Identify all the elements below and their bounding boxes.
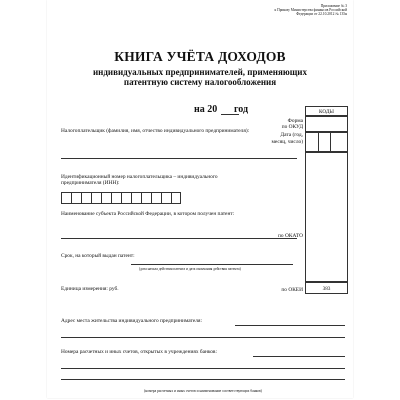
region-label: Наименование субъекта Российской Федерации, в котором получен патент: <box>61 211 235 217</box>
address-label: Адрес места жительства индивидуального предпринимателя: <box>61 318 202 324</box>
inn-cell <box>112 193 122 203</box>
inn-cell <box>152 193 162 203</box>
inn-cell <box>132 193 142 203</box>
inn-cell <box>122 193 132 203</box>
accounts-label: Номера расчетных и иных счетов, открытых в учреждениях банков: <box>61 349 217 355</box>
appendix-line-3: Федерации от 22.10.2012 № 135н <box>296 12 347 16</box>
accounts-line-3[interactable] <box>61 379 345 380</box>
inn-cells[interactable] <box>61 192 181 204</box>
okei-label: по ОКЕИ <box>281 287 303 293</box>
date-code-box <box>305 132 348 152</box>
accounts-line-2[interactable] <box>61 368 345 369</box>
codes-header: КОДЫ <box>319 109 334 115</box>
page-title: КНИГА УЧЁТА ДОХОДОВ <box>114 49 286 64</box>
okato-code-box <box>305 152 348 282</box>
term-label: Срок, на который выдан патент: <box>61 253 135 259</box>
address-line-1[interactable] <box>235 325 345 326</box>
inn-cell <box>142 193 152 203</box>
page-subtitle-line-1: индивидуальных предпринимателей, применяющих <box>92 67 307 77</box>
appendix-note <box>237 4 347 16</box>
year-suffix: год <box>234 104 249 115</box>
inn-cell <box>92 193 102 203</box>
okud-code-box <box>305 116 348 132</box>
taxpayer-line[interactable] <box>61 158 297 159</box>
okato-label: по ОКАТО <box>278 233 303 239</box>
date-divider-2 <box>330 133 331 153</box>
inn-cell <box>82 193 92 203</box>
okei-value: 383 <box>322 286 331 292</box>
year-prefix: на 20 <box>194 104 218 115</box>
taxpayer-label: Налогоплательщик (фамилия, имя, отчество индивидуального предпринимателя): <box>61 128 250 134</box>
inn-cell <box>72 193 82 203</box>
form-label: Форма <box>287 118 303 124</box>
okei-code-box <box>305 282 348 294</box>
term-hint: (дата начала действия патента и дата окончания действия патента) <box>139 267 241 271</box>
region-line[interactable] <box>61 238 297 239</box>
accounts-line-1[interactable] <box>253 356 345 357</box>
unit-label: Единица измерения: руб. <box>61 286 119 292</box>
document-page <box>47 0 353 398</box>
date-label: Дата (год, <box>280 132 303 138</box>
okud-label: по ОКУД <box>281 124 303 130</box>
inn-cell <box>102 193 112 203</box>
appendix-line-2: к Приказу Министерства финансов Российской <box>274 8 347 12</box>
term-line[interactable] <box>131 264 293 265</box>
codes-header-box <box>305 106 348 116</box>
inn-label: Идентификационный номер налогоплательщика – индивидуального предпринимателя (ИНН): <box>61 174 218 187</box>
page-subtitle-line-2: патентную систему налогообложения <box>123 77 277 87</box>
date-label-2: месяц, число) <box>271 139 303 145</box>
inn-cell <box>162 193 172 203</box>
appendix-line-1: Приложение № 3 <box>320 4 347 8</box>
accounts-hint: (номера расчетных и иных счетов и наименование соответствующих банков) <box>144 389 262 393</box>
inn-cell <box>62 193 72 203</box>
date-divider-1 <box>318 133 319 153</box>
address-line-2[interactable] <box>61 337 345 338</box>
